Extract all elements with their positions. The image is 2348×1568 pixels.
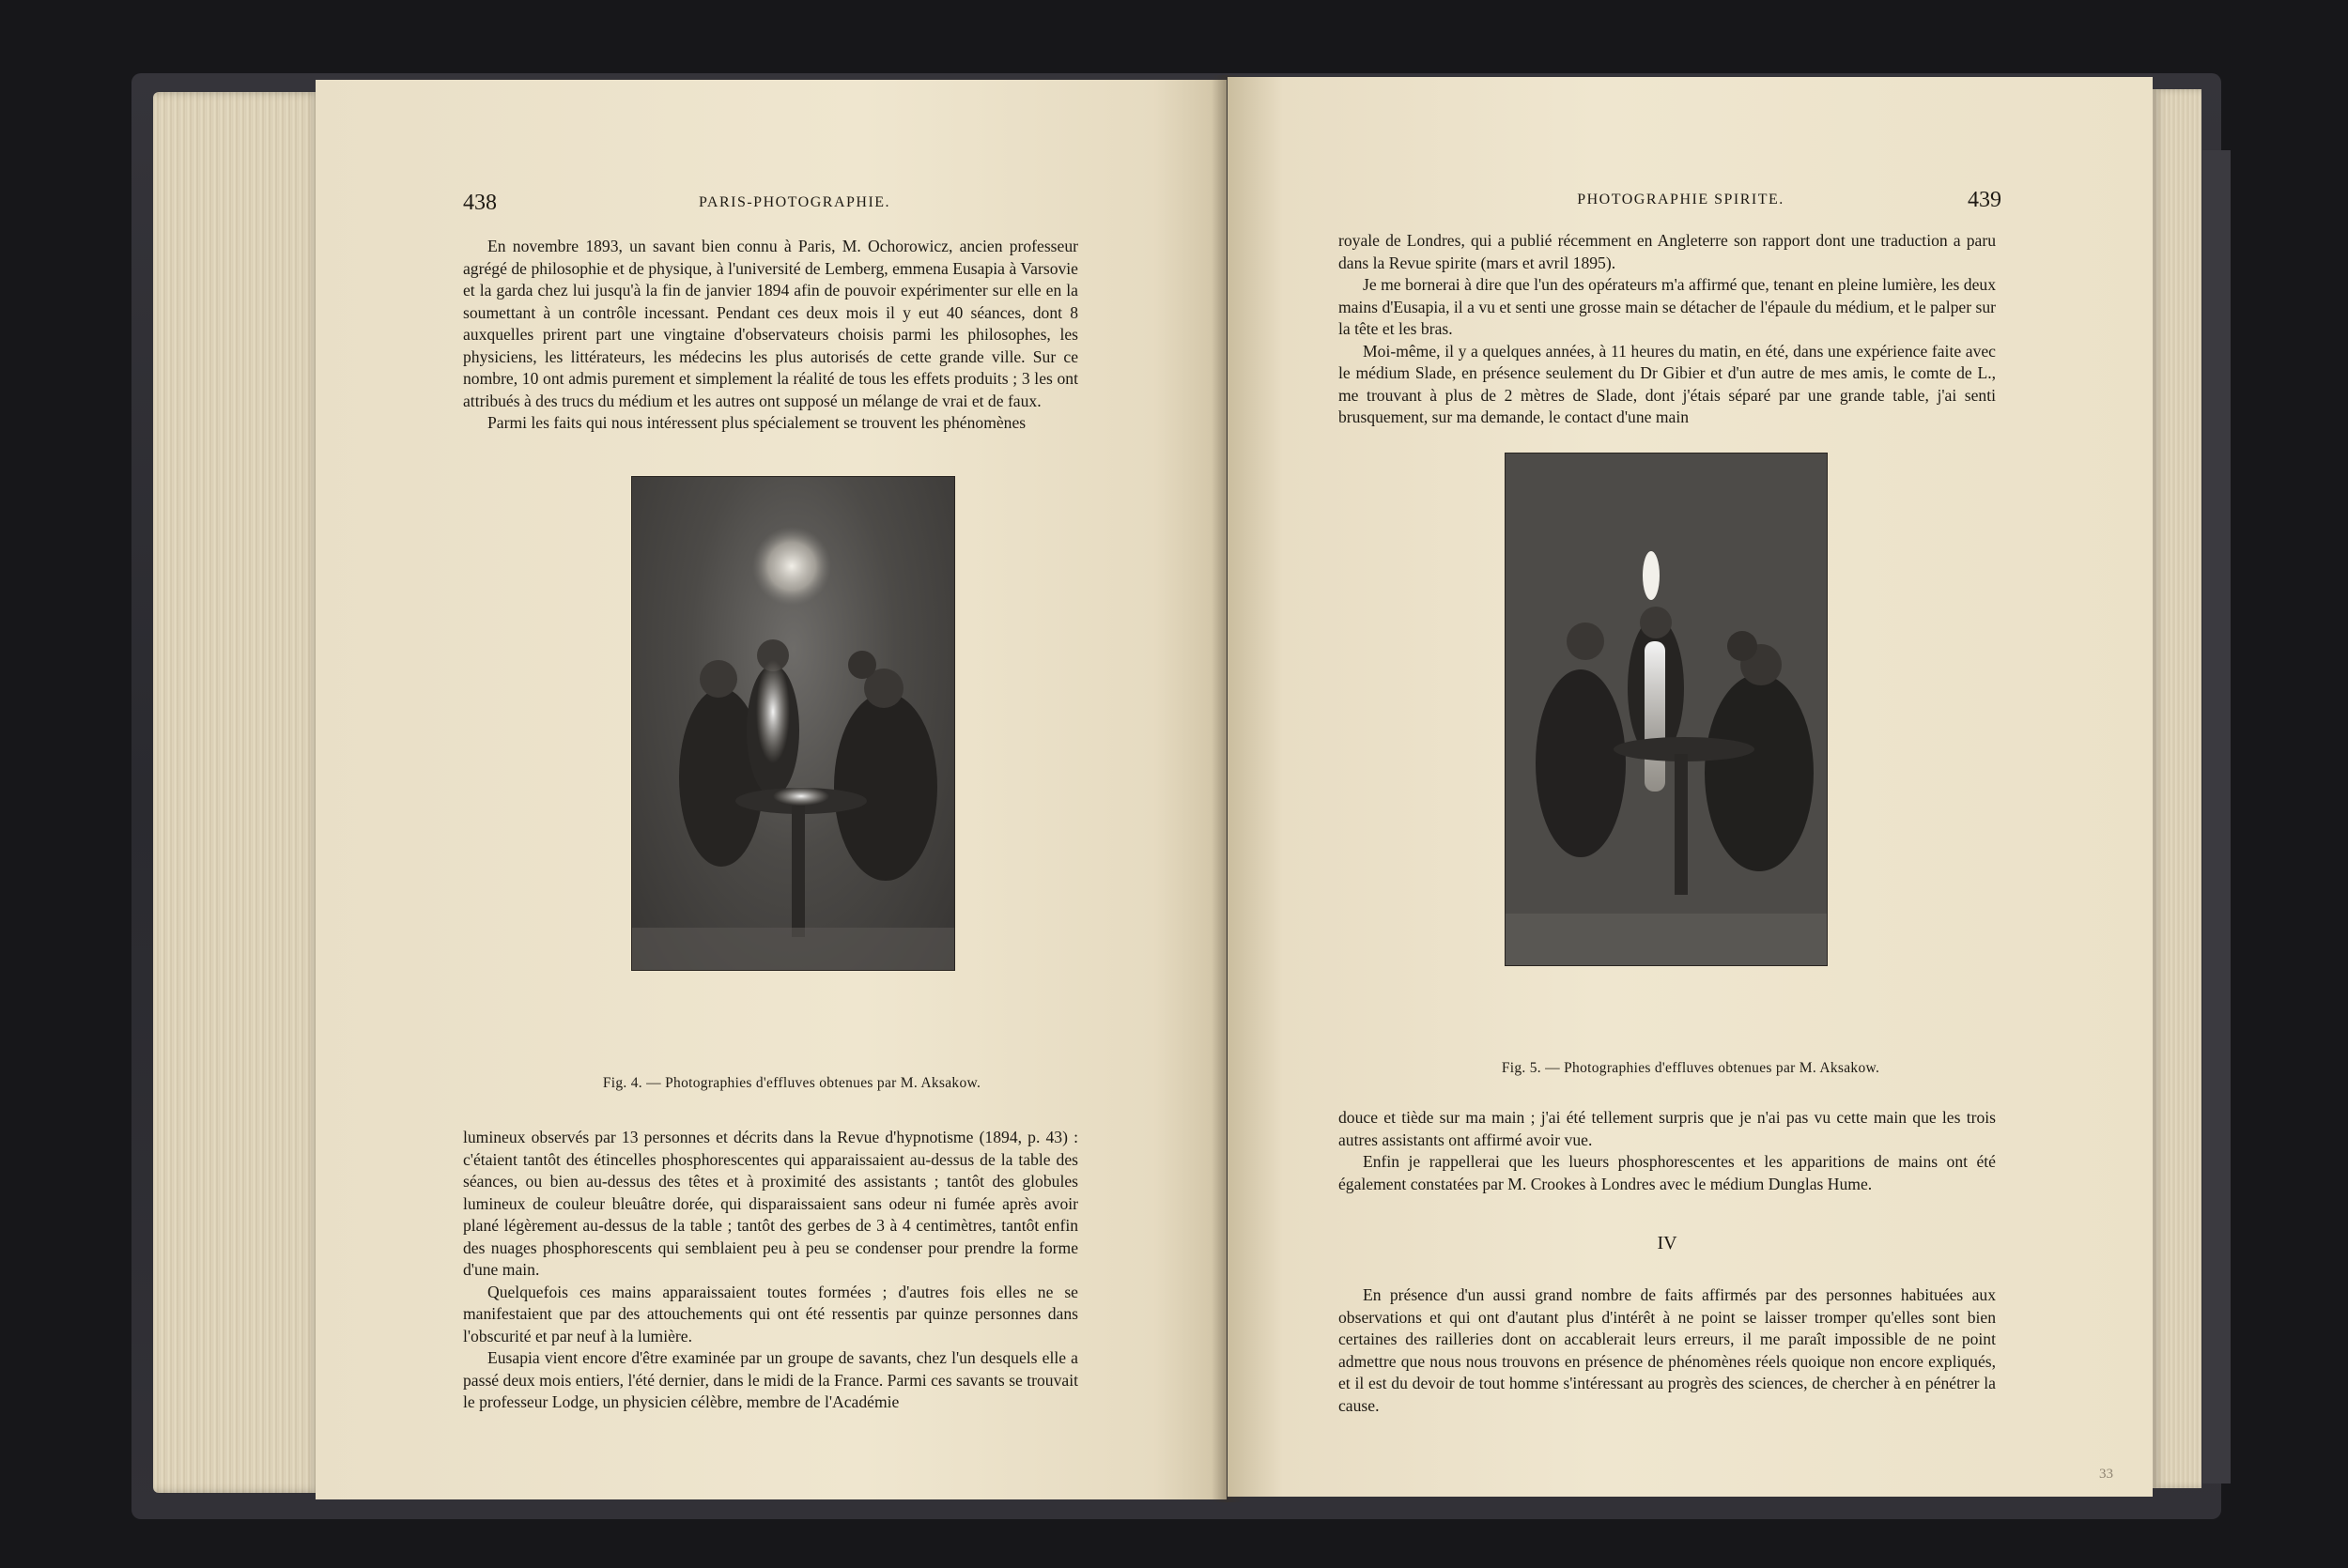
running-head-right: PHOTOGRAPHIE SPIRITE. [1577,192,1784,208]
section-numeral: IV [1657,1233,1677,1253]
left-fore-edge [153,92,320,1493]
paragraph: douce et tiède sur ma main ; j'ai été tellement surpris que je n'ai pas vu cette main que les trois autres assistants ont affirmé avoir vue. [1338,1108,1996,1149]
paragraph: Parmi les faits qui nous intéressent plus spécialement se trouvent les phénomènes [487,413,1027,432]
right-top-text [1338,230,1996,429]
luminous-plume [1643,551,1660,600]
seated-figure-left [1536,669,1626,857]
seated-figure-right [834,693,937,881]
figure-5-photograph [1505,453,1828,966]
seance-photo-illustration [1506,453,1827,965]
seated-figure-right [1705,674,1814,871]
paragraph: Quelquefois ces mains apparaissaient toutes formées ; d'autres fois elles ne se manifestaient que par des attouchements qui ont été ressentis par quinze personnes dans l'obscurité et par neuf à la lumière. [463,1282,1078,1345]
page-number-right: 439 [1968,188,2001,212]
paragraph: Moi-même, il y a quelques années, à 11 heures du matin, en été, dans une expérience faite avec le médium Slade, en présence seulement du Dr Gibier et d'un autre de mes amis, le comte de L., me trouvant à plus de 2 mètres de Slade, dont j'étais séparé par une grande table, j'ai senti brusquement, sur ma demande, le contact d'une main [1338,341,1996,426]
luminous-effluvium [1645,641,1665,792]
luminous-effluvium [756,660,790,763]
cover-edge [2202,150,2231,1483]
right-fore-edge [2153,89,2201,1488]
right-bottom-text [1338,1284,1996,1417]
paragraph: Eusapia vient encore d'être examinée par un groupe de savants, chez l'un desquels elle a passé deux mois entiers, l'été dernier, dans le midi de la France. Parmi ces savants se trouvait le professeur Lodge, un physicien célèbre, membre de l'Académie [463,1348,1078,1411]
paragraph: En présence d'un aussi grand nombre de faits affirmés par des personnes habituées aux observations et qui ont d'autant plus d'intérêt à ne point se laisser tromper qu'elles sont bien certaines des railleries dont on accablerait leurs erreurs, il me paraît impossible de ne point admettre que nous nous trouvons en présence de phénomènes réels quoique non encore expliqués, et il est du devoir de tout homme s'intéressant au progrès des sciences, de chercher à en pénétrer la cause. [1338,1285,1996,1415]
figure-5-caption: Fig. 5. — Photographies d'effluves obtenues par M. Aksakow. [1501,1060,1880,1076]
paragraph: En novembre 1893, un savant bien connu à Paris, M. Ochorowicz, ancien professeur agrégé de philosophie et de physique, à l'université de Lemberg, emmena Eusapia à Varsovie et la garda chez lui jusqu'à la fin de janvier 1894 afin de pouvoir expérimenter sur elle en la soumettant à un contrôle incessant. Pendant ces deux mois il y eut 40 séances, dont 8 auxquelles prirent part une vingtaine d'observateurs choisis parmi les philosophes, les physiciens, les littérateurs, les médecins les plus autorisés de cette grande ville. Sur ce nombre, 10 ont admis purement et simplement la réalité de tous les effets produits ; 3 les ont attribués à des trucs du médium et les autres ont supposé un mélange de vrai et de faux. [463,237,1078,410]
luminous-sphere [752,527,831,606]
left-top-text [463,236,1078,435]
page-number-left: 438 [463,191,497,215]
paragraph: Je me bornerai à dire que l'un des opérateurs m'a affirmé que, tenant en pleine lumière, les deux mains d'Eusapia, il a vu et senti une grosse main se détacher de l'épaule du médium, et le palper sur la tête et les bras. [1338,275,1996,338]
right-page [1228,77,2153,1497]
paragraph: lumineux observés par 13 personnes et décrits dans la Revue d'hypnotisme (1894, p. 43) : c'étaient tantôt des étincelles phosphorescentes qui apparaissaient au-dessus de la table des séances, ou bien au-dessus des têtes et à proximité des assistants ; tantôt des globules lumineux de couleur bleuâtre dorée, qui disparaissaient sans odeur ni fumée après avoir plané légèrement au-dessus de la table ; tantôt des gerbes de 3 à 4 centimètres, tantôt enfin des nuages phosphorescents qui semblaient peu à peu se condenser pour prendre la forme d'une main. [463,1128,1078,1279]
paragraph: royale de Londres, qui a publié récemment en Angleterre son rapport dont une traduction a paru dans la Revue spirite (mars et avril 1895). [1338,231,1996,272]
left-page [316,80,1227,1499]
seance-photo-illustration [632,477,954,970]
running-head-left: PARIS-PHOTOGRAPHIE. [698,194,891,210]
figure-4-photograph [631,476,955,971]
left-page-header [316,191,1227,223]
corner-mark: 33 [2099,1467,2113,1482]
right-page-header [1228,188,2153,220]
paragraph: Enfin je rappellerai que les lueurs phosphorescentes et les apparitions de mains ont été également constatées par M. Crookes à Londres avec le médium Dunglas Hume. [1338,1152,1996,1193]
figure-4-caption: Fig. 4. — Photographies d'effluves obtenues par M. Aksakow. [602,1075,981,1091]
right-middle-text [1338,1107,1996,1195]
left-bottom-text [463,1127,1078,1414]
